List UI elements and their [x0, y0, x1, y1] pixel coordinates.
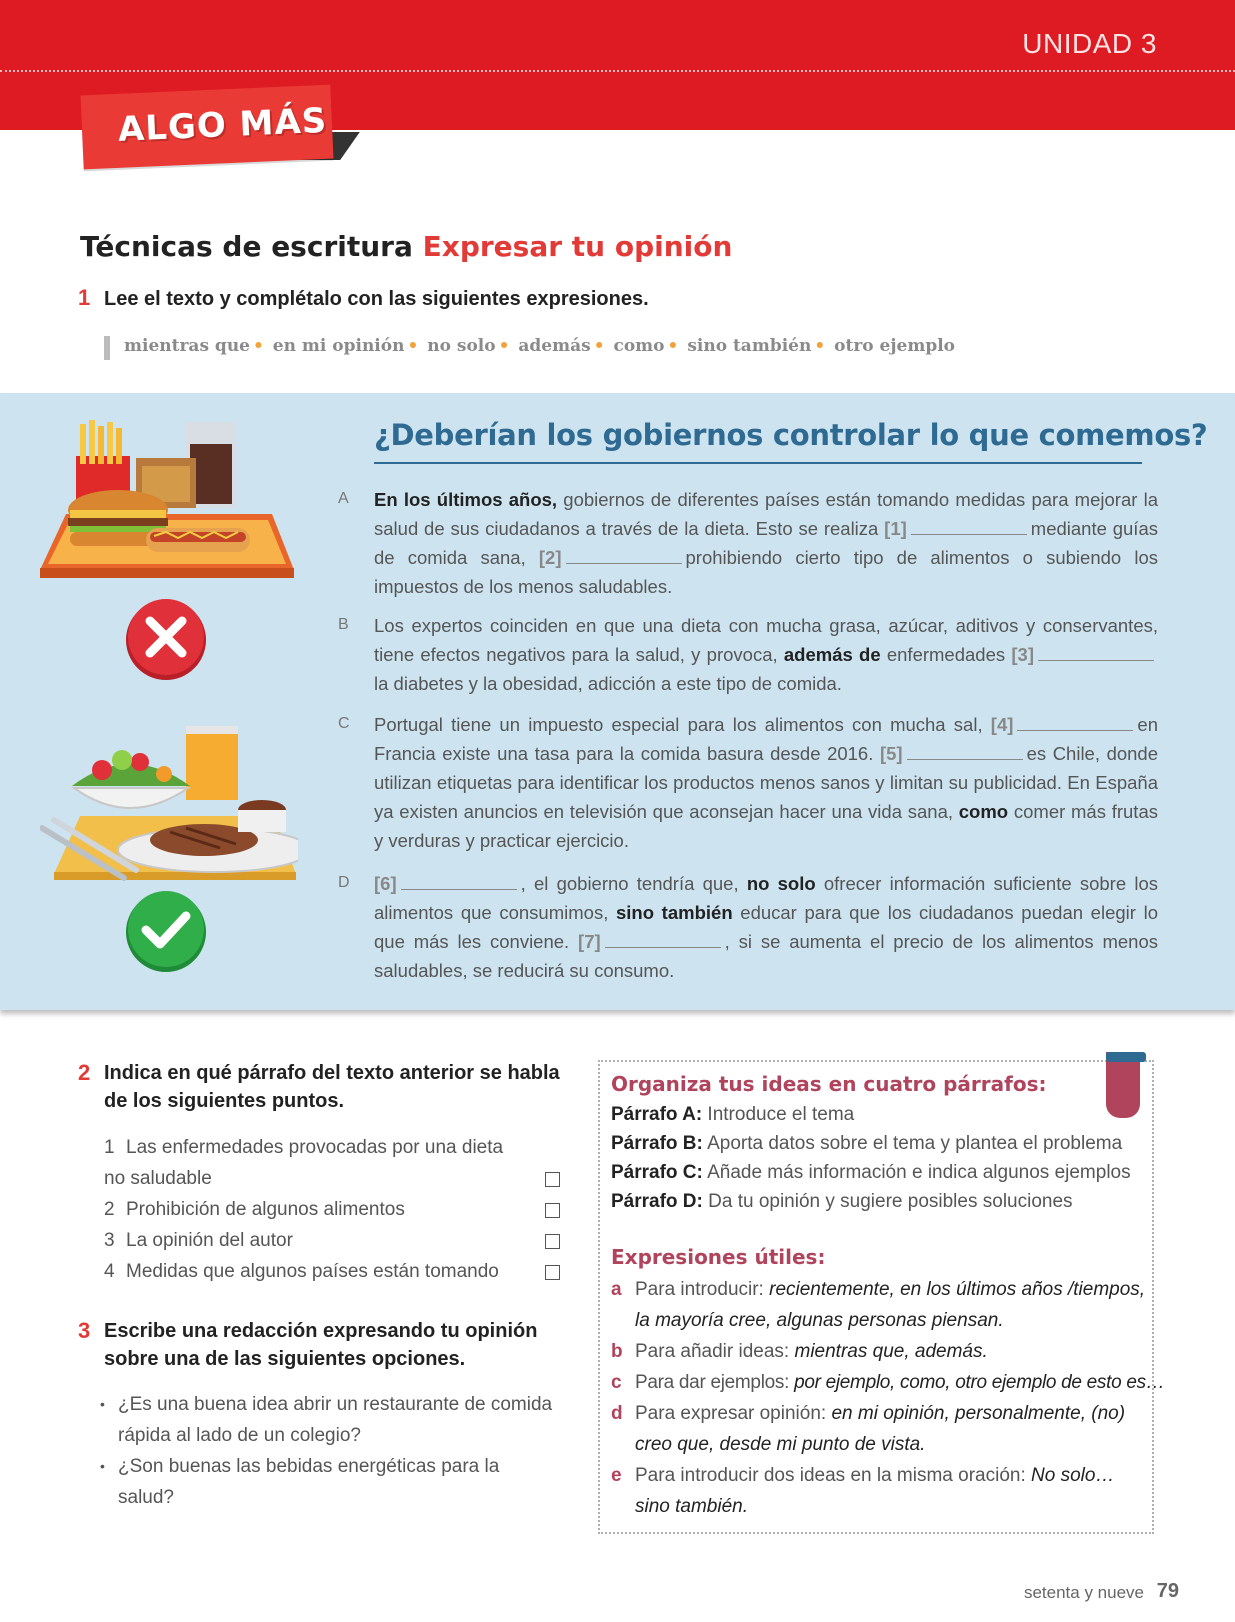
bold-phrase: sino también [616, 902, 733, 923]
guide-text: Añade más información e indica algunos ejemplos [702, 1162, 1131, 1183]
paragraph-letter: B [338, 616, 349, 633]
item-number: 4 [104, 1261, 115, 1282]
expression-intro: Para añadir ideas: [635, 1341, 795, 1362]
text: enfermedades [880, 644, 1012, 665]
expression-item [611, 1460, 1151, 1522]
gap-blank[interactable] [1017, 717, 1133, 731]
section-tab [81, 85, 334, 170]
text: , el gobierno tendría que, [520, 873, 747, 894]
text: en Francia existe una tasa para la comida basura desde 2016. [374, 714, 1158, 764]
paragraph-letter: D [338, 874, 350, 891]
exercise-3-instruction: Escribe una redacción expresando tu opinión sobre una de las siguientes opciones. [104, 1320, 538, 1370]
gap-marker: [1] [884, 518, 907, 539]
exercise-2-item [104, 1194, 564, 1225]
item-text: La opinión del autor [126, 1230, 293, 1251]
text: educar para que los ciudadanos puedan elegir lo que más les conviene. [374, 902, 1158, 952]
paragraph-b [374, 611, 1158, 698]
exercise-2-item [104, 1256, 564, 1287]
gap-blank[interactable] [907, 746, 1023, 760]
gap-marker: [3] [1011, 644, 1034, 665]
wrong-cross-icon [124, 598, 208, 682]
text: ofrecer información suficiente sobre los alimentos que consumimos, [374, 873, 1158, 923]
gap-blank[interactable] [605, 934, 721, 948]
header-divider [0, 70, 1235, 72]
healthy-meal-illustration [40, 724, 298, 890]
item-number: 2 [104, 1199, 115, 1220]
word-bank-item: sino también [687, 336, 812, 356]
gap-marker: [5] [879, 743, 903, 764]
paragraph-guide [611, 1129, 1151, 1158]
guide-text: Aporta datos sobre el tema y plantea el problema [702, 1133, 1123, 1154]
gap-marker: [6] [374, 873, 397, 894]
expression-examples: No solo… sino también. [635, 1465, 1115, 1517]
text: Portugal tiene un impuesto especial para los alimentos con mucha sal, [374, 714, 991, 735]
fast-food-tray-illustration [36, 418, 298, 586]
expression-intro: Para introducir dos ideas en la misma oración: [635, 1465, 1032, 1486]
paragraph-guide [611, 1100, 1151, 1129]
gap-marker: [4] [990, 714, 1014, 735]
text: la diabetes y la obesidad, adicción a este tipo de comida. [374, 673, 842, 694]
item-number: 3 [104, 1230, 115, 1251]
expression-letter: e [611, 1465, 622, 1486]
guide-text: Da tu opinión y sugiere posibles soluciones [702, 1191, 1073, 1212]
paragraph-a [374, 485, 1158, 601]
guide-label: Párrafo A: [611, 1104, 703, 1125]
guide-label: Párrafo B: [611, 1133, 703, 1154]
text: gobiernos de diferentes países están tomando medidas para mejorar la salud de sus ciudadanos a través de la dieta. Esto se realiza [374, 489, 1158, 539]
guide-label: Párrafo C: [611, 1162, 703, 1183]
paragraph-letter: A [338, 490, 349, 507]
paragraph-d [374, 869, 1158, 985]
paragraph-c [374, 710, 1158, 855]
bookmark-clip [1106, 1052, 1146, 1062]
section-tab-label: ALGO MÁS [117, 100, 328, 150]
section-title-label: Técnicas de escritura [80, 230, 413, 263]
answer-checkbox[interactable] [545, 1234, 560, 1249]
gap-marker: [7] [578, 931, 601, 952]
exercise-2-number: 2 [78, 1060, 91, 1085]
gap-blank[interactable] [566, 550, 682, 564]
exercise-3-number: 3 [78, 1318, 91, 1343]
expression-examples: recientemente, en los últimos años /tiempos, la mayoría cree, algunas personas piensan. [635, 1279, 1146, 1331]
guide-label: Párrafo D: [611, 1191, 703, 1212]
expression-intro: Para introducir: [635, 1279, 770, 1300]
expression-letter: b [611, 1341, 623, 1362]
page-number-words: setenta y nueve [1023, 1583, 1144, 1602]
option-text: ¿Son buenas las bebidas energéticas para la salud? [118, 1456, 500, 1508]
exercise-1-instruction: Lee el texto y complétalo con las siguientes expresiones. [104, 288, 649, 310]
bold-phrase: En los últimos años, [374, 489, 558, 510]
bold-phrase: no solo [746, 873, 816, 894]
item-number: 1 [104, 1137, 115, 1158]
article-title: ¿Deberían los gobiernos controlar lo que comemos? [374, 418, 1208, 452]
word-bank-item: no solo [427, 336, 496, 356]
expression-letter: c [611, 1372, 622, 1393]
word-bank: mientras que • en mi opinión • no solo • además • como • sino también • otro ejemplo [104, 336, 955, 360]
text: comer más frutas y verduras y practicar ejercicio. [374, 801, 1158, 851]
expression-examples: mientras que, además. [794, 1341, 988, 1362]
expressions-heading: Expresiones útiles: [611, 1245, 826, 1269]
expression-intro: Para expresar opinión: [635, 1403, 832, 1424]
expression-item [611, 1336, 1151, 1367]
answer-checkbox[interactable] [545, 1265, 560, 1280]
guide-text: Introduce el tema [702, 1104, 855, 1125]
gap-blank[interactable] [401, 876, 517, 890]
exercise-2-item [104, 1132, 524, 1194]
word-bank-item: en mi opinión [272, 336, 405, 356]
text: , si se aumenta el precio de los alimentos menos saludables, se reducirá su consumo. [374, 931, 1158, 981]
word-bank-item: otro ejemplo [834, 336, 955, 356]
item-text: Medidas que algunos países están tomando [126, 1261, 499, 1282]
gap-blank[interactable] [911, 521, 1027, 535]
exercise-3-option: • ¿Son buenas las bebidas energéticas para la salud? [104, 1451, 554, 1513]
expression-item [611, 1398, 1151, 1460]
answer-checkbox[interactable] [545, 1203, 560, 1218]
unit-label: UNIDAD 3 [1022, 28, 1157, 59]
exercise-3-option: • ¿Es una buena idea abrir un restaurante de comida rápida al lado de un colegio? [104, 1389, 554, 1451]
answer-checkbox[interactable] [545, 1172, 560, 1187]
bold-phrase: como [958, 801, 1009, 822]
expression-examples: por ejemplo, como, otro ejemplo de esto es… [794, 1372, 1165, 1393]
text: es Chile, donde utilizan etiquetas para identificar los productos menos sanos y limitan su publicidad. En España ya existen anuncios en televisión que aconsejan hacer una vida sana, [374, 743, 1159, 822]
expression-examples: en mi opinión, personalmente, (no) creo que, desde mi punto de vista. [635, 1403, 1126, 1455]
gap-marker: [2] [538, 547, 562, 568]
text: Los expertos coinciden en que una dieta con mucha grasa, azúcar, aditivos y conservantes, tiene efectos negativos para la salud, y provoca, [374, 615, 1158, 665]
text: prohibiendo cierto tipo de alimentos o subiendo los impuestos de los menos saludables. [374, 547, 1158, 597]
expression-letter: a [611, 1279, 622, 1300]
expression-intro: Para dar ejemplos: [635, 1372, 795, 1393]
page-number: 79 [1156, 1580, 1179, 1602]
expression-item [611, 1274, 1151, 1336]
word-bank-item: mientras que [124, 336, 250, 356]
bold-phrase: además de [783, 644, 881, 665]
expression-item [611, 1367, 1165, 1398]
correct-check-icon [124, 890, 208, 974]
item-text: Prohibición de algunos alimentos [126, 1199, 405, 1220]
exercise-2-instruction: Indica en qué párrafo del texto anterior se habla de los siguientes puntos. [104, 1062, 560, 1112]
gap-blank[interactable] [1038, 647, 1154, 661]
section-title-topic: Expresar tu opinión [422, 230, 733, 263]
paragraph-letter: C [338, 715, 350, 732]
section-title [80, 230, 732, 263]
paragraph-guide [611, 1187, 1151, 1216]
item-text: Las enfermedades provocadas por una dieta no saludable [104, 1137, 504, 1189]
organize-heading: Organiza tus ideas en cuatro párrafos: [611, 1072, 1047, 1096]
text: mediante guías de comida sana, [374, 518, 1158, 568]
exercise-1-number: 1 [78, 285, 91, 310]
exercise-2-item [104, 1225, 564, 1256]
option-text: ¿Es una buena idea abrir un restaurante de comida rápida al lado de un colegio? [118, 1394, 553, 1446]
article-title-underline [374, 462, 1142, 464]
word-bank-item: como [613, 336, 665, 356]
expression-letter: d [611, 1403, 623, 1424]
paragraph-guide [611, 1158, 1151, 1187]
word-bank-item: además [518, 336, 591, 356]
